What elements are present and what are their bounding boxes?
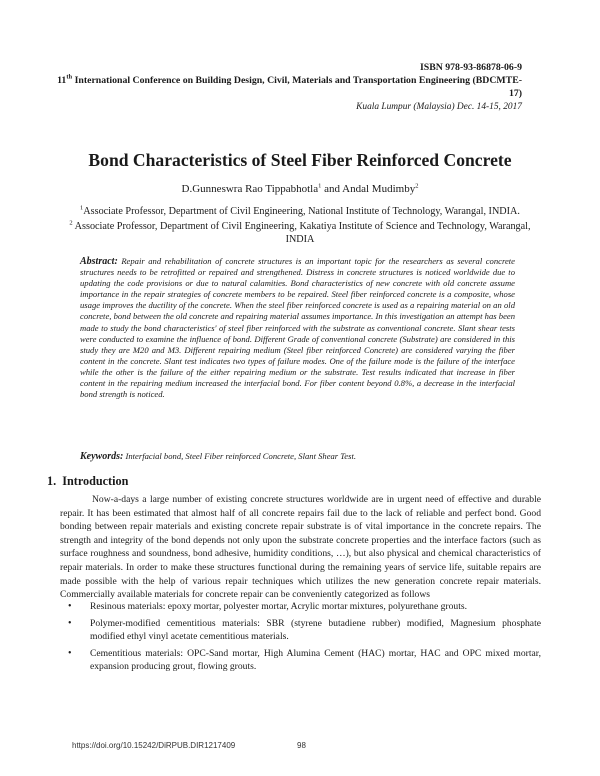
list-item-text: Polymer-modified cementitious materials: SBR (styrene butadiene rubber) modified, Magnesium phosphate modified ethyl vinyl acetate cementitious materials. (90, 617, 541, 643)
author-2: Andal Mudimby (342, 183, 416, 195)
affiliation-2-mark: 2 (69, 219, 73, 227)
author-connector: and (324, 183, 341, 195)
abstract-label: Abstract: (80, 256, 118, 267)
conference-name: International Conference on Building Design, Civil, Materials and Transportation Engineering (BDCMTE-17) (74, 75, 522, 99)
author-1-mark: 1 (318, 182, 322, 190)
conference-line (52, 75, 522, 100)
footer-doi-link[interactable]: https://doi.org/10.15242/DiRPUB.DIR1217409 (72, 741, 236, 750)
keywords-label: Keywords: (80, 451, 124, 462)
author-line (0, 183, 600, 195)
author-2-mark: 2 (415, 182, 419, 190)
keywords (80, 451, 515, 462)
affiliation-2 (55, 220, 545, 246)
bullet-icon: • (68, 601, 72, 612)
affiliation-2-text: Associate Professor, Department of Civil Engineering, Kakatiya Institute of Science and Technology, Warangal, INDIA (74, 221, 531, 246)
list-item-text: Resinous materials: epoxy mortar, polyester mortar, Acrylic mortar mixtures, polyurethane grouts. (90, 601, 468, 612)
affiliation-1-mark: 1 (80, 204, 84, 212)
keywords-text: Interfacial bond, Steel Fiber reinforced Concrete, Slant Shear Test. (125, 451, 356, 461)
list-item (60, 647, 541, 674)
footer-page-number: 98 (297, 741, 306, 750)
affiliation-1-text: Associate Professor, Department of Civil Engineering, National Institute of Technology, Warangal, INDIA. (83, 206, 520, 217)
conference-ordinal: 11 (57, 75, 67, 86)
abstract (80, 256, 515, 400)
section-title: Introduction (62, 474, 129, 488)
list-item-text: Cementitious materials: OPC-Sand mortar, High Alumina Cement (HAC) mortar, HAC and OPC mixed mortar, expansion producing grout, flowing grouts. (90, 647, 541, 673)
section-number: 1. (47, 474, 57, 488)
list-item (60, 600, 541, 614)
list-item (60, 617, 541, 644)
introduction-paragraph: Now-a-days a large number of existing concrete structures worldwide are in urgent need of effective and durable repair. It has been estimated that almost half of all concrete repairs fail due to the lack of reliable and perfect bond. Good bonding between repair materials and existing concrete repair substrate is of vital importance in the concrete repairs. The strength and integrity of the bond depends not only upon the substrate concrete properties and the interface factors (such as surface roughness and soundness, bond adhesive, humidity conditions, …), but also physical and chemical characteristics of repair materials. In order to make these structures functional during the remaining years of service life, suitable repairs are made possible with the help of various repair techniques which utilizes the new generation concrete repair materials. Commercially available materials for concrete repair can be conveniently categorized as follows (60, 494, 541, 601)
repair-materials-list (60, 600, 541, 677)
author-1: D.Gunneswra Rao Tippabhotla (181, 183, 319, 195)
bullet-icon: • (68, 617, 72, 629)
section-heading-introduction (47, 474, 128, 489)
affiliation-1 (55, 205, 545, 218)
conference-ordinal-suffix: th (66, 73, 73, 81)
abstract-text: Repair and rehabilitation of concrete structures is an important topic for the researchers as several concrete structures needs to be retrofitted or repaired and strengthened. Distress in concrete structures is noticed worldwide due to updating the code provisions or due to natural calamities. Bond characteristics of new concrete with old concrete assume importance in the repair strategies of concrete members to be repaired. Steel fiber reinforced concrete is a composite, whose usage improves the ductility of the concrete. When the steel fiber reinforced concrete is used as a repairing material on an old concrete, bond between the old concrete and repairing material assumes importance. In this investigation an attempt has been made to study the bond characteristics' of steel fiber reinforced with the substrate as conventional concrete. Slant shear tests were conducted to examine the influence of bond. Different Grade of conventional concrete (Substrate) are considered in this study they are M20 and M3. Different repairing medium (Steel fiber reinforced Concrete) are considered varying the fiber content in the concrete. Slant test indicates two types of failure modes. One of the failure mode is the failure of the interface while the other is the failure of the either repairing medium or the substrate. Test results indicated that increase in fiber content in the repairing medium increased the interfacial bond. For fiber content beyond 0.8%, a decrease in the interfacial bond strength is noticed. (80, 256, 515, 400)
bullet-icon: • (68, 647, 72, 659)
isbn-line: ISBN 978-93-86878-06-9 (419, 62, 522, 73)
conference-location-date: Kuala Lumpur (Malaysia) Dec. 14-15, 2017 (356, 102, 522, 112)
paper-title: Bond Characteristics of Steel Fiber Reinforced Concrete (88, 150, 512, 170)
